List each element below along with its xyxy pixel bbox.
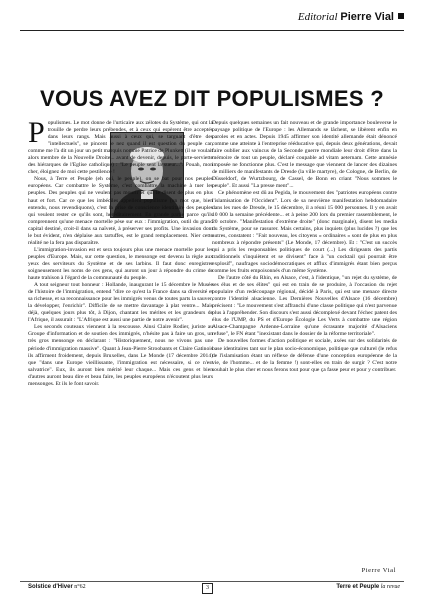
paragraph: De l'autre côté du Rhin, en Alsace, c'est, à l'identique, "un rejet du système, de ses élus et de ses élites" qui est en train de se produire, à l'occasion du rejet populaire d'un redécoupage régional, décidé à Paris, qui est une menace directe contre l'identité alsacienne. Les Dernières Nouvelles d'Alsace (16 décembre) précisent : "Le mouvement s'est affranchi d'une classe politique qui n'est parvenue plus à l'appréhender. Son discours s'est aussi décomplexé devant l'échec patent des élus de l'UMP, du PS et d'Europe Écologie Les Verts à combattre une région Alsace-Champagne Ardenne-Lorraine qu'une écrasante majorité d'Alsaciens refuse", le FN étant "inexistant dans le dossier de la réforme territoriale". bbox=[212, 275, 397, 338]
footer-publication bbox=[336, 584, 400, 590]
header-byline bbox=[298, 11, 404, 23]
signature: Pierre Vial bbox=[361, 567, 396, 574]
paragraph: Depuis quelques semaines un fait nouveau et de grande importance bouleverse le paysage politique de l'Europe : les Allemands se lâchent, se libèrent enfin en paroles et en actes. Depuis 1945 affirmer son identité allemande était dénoncé comme une atteinte à l'entreprise rééducative qui, depuis deux générations, devait faire oublier aux vaincus de la Seconde guerre mondiale leur droit d'être dans la mémoire de tout un peuple, déclaré coupable ad vitam aeternam. Cette amnésie imposée ne fonctionne plus. C'est le message que viennent de lancer des dizaines de milliers de manifestants de Dresde (la ville martyre), de Cologne, de Berlin, de Düsseldorf, de Wurtzbourg, de Cassel, de Bonn en criant "Nous sommes le peuple". Et aussi "La presse ment"... bbox=[212, 120, 397, 190]
paragraph: Ce phénomène est dû au Pegida, le mouvement des "patriotes européens contre l'islamisation de l'Occident". Lors de sa neuvième manifestation hebdomadaire dans les rues de Dresde, le 15 décembre, il a réuni 15 000 personnes. Il y en avait 10 000 la semaine précédente... et à peine 200 lors du premier rassemblement, le 20 octobre. "Manifestation d'extrême droite" (donc marginale), disent les media du Système, pour se rassurer. Mais certains, plus inquiets (plus lucides ?) que les autres, constatent : "Fait nouveau, les citoyens « ordinaires » sont de plus en plus nombreux à répondre présents" (Le Monde, 17 décembre). Et : "C'est un succès qui a pris les responsables politiques de court (...) Les dirigeants des partis traditionnels s'inquiètent et se divisent" face à "un cocktail qui pourrait être explosif", naufrages sociodémocratiques et afflux d'immigrés étant bien perçus comme les fruits empoisonnés d'un même Système. bbox=[212, 190, 397, 274]
issue-number: n°62 bbox=[74, 584, 86, 590]
author-name: Pierre Vial bbox=[340, 11, 394, 23]
paragraph: Les seconds couteaux viennent à la rescousse. Ainsi Claire Rodier, juriste au Groupe d'information et de soutien des immigrés, n'hésite pas à faire un gros, un très gros mensonge en déclarant : "Historiquement, nous ne vivons pas une période d'immigration massive". Quant à Jean-Pierre Stroobants et Claire Gatinois ils affirment froidement, depuis Bruxelles, dans Le Monde (17 décembre 2014) que "dans une Europe vieillissante, l'immigration est nécessaire, si ce n'est salvatrice". Eux, ils auront bien mérité leur chaque... Mais ces gens et bien d'autres auront beau dire et beau faire, les peuples européens n'écoutent plus leurs mensonges. Et ils le font savoir. bbox=[28, 324, 213, 387]
article-title: VOUS AVEZ DIT POPULISMES ? bbox=[40, 86, 384, 111]
right-column bbox=[212, 120, 397, 374]
left-column bbox=[28, 116, 213, 388]
footer-issue bbox=[28, 584, 86, 590]
drop-cap: P bbox=[28, 116, 45, 149]
paragraph: A tout seigneur tout honneur : Hollande, inaugurant le 15 décembre le Musée de l'histoire de l'immigration, entend "dire ce qu'est la France dans sa diversité et sa richesse, et sa reconnaissance pour les immigrés venus de toutes parts la sauver, la développer, l'enrichir". Difficile de se mettre davantage à plat ventre... Mais déjà, quelques jours plus tôt, à Dijon, chantant les mérites et les grandeurs de l'Afrique, il assurait : "L'Afrique est aussi une partie de notre avenir". bbox=[28, 282, 213, 324]
page-footer bbox=[20, 581, 404, 596]
page-header bbox=[20, 8, 404, 31]
paragraph: De nouvelles formes d'action politique et sociale, axées sur des solidarités de base identitaires tant sur le plan socio-économique, politique que culturel (le refus de l'islamisation étant un réflexe de défense d'une conception européenne de la vie, de l'homme... et de la femme !) sont-elles en train de surgir ? C'est notre souhait le plus cher et nous ferons tout pour que ça fasse peur et pour y contribuer. bbox=[212, 338, 397, 373]
publication-name: Terre et Peuple bbox=[336, 584, 380, 590]
paragraph: L'immigration-invasion est et sera toujours plus une menace mortelle pour les peuples d'Europe. Mais, sur cette question, le mensonge est devenu la règle aux yeux des serviteurs du Système et de ses larbins. Il faut donc enregistrer soigneusement les noms de ces gens, qui auront un jour à répondre du crime de haute trahison à l'égard de la communauté du peuple. bbox=[28, 246, 213, 282]
paragraph-text: opulismes. Le mot donne de l'urticaire aux zélotes du Système, qui ont la trouille de perdre leurs prébendes, et à ceux qui espèrent être acceptés dans leurs rangs. Mais aussi à ceux qui, se targuant d'être des "intellectuels", se pincent le nez quand il est question du peuple car, comme me l'a dit un jour un petit marquis nommé Patrice de Plunkett (il se voulait alors membre de la Nouvelle Droite... avant de devenir, depuis, le porte-serviette des hiérarques de l'Eglise catholique) : "Le peuple sent la sueur...". Pouah, mon cher, éloignez de moi cette pestilence ! bbox=[28, 120, 213, 176]
square-bullet-icon bbox=[398, 13, 404, 19]
paragraph bbox=[28, 116, 213, 176]
publication-suffix: la revue bbox=[380, 584, 400, 590]
paragraph: Nous, à Terre et Peuple (eh oui, le peuple), on se bat pour nos peuples européens. Car combattre le Système, c'est combattre la machine à tuer les peuples. Des peuples qui ne veulent pas mourir et qui le disent de plus en plus haut et fort. Car ce que les imbéciles appellent populisme (un mot que, bien entendu, nous revendiquons), c'est la prise de conscience identitaire des peuples qui veulent rester ce qu'ils sont, héréditairement. En grande partie parce qu'ils comprennent qu'une menace mortelle pèse sur eux : l'immigration, outil du grand capital destiné, croit-il dans sa naïveté, à préserver ses profits. Une invasion dont le but évident, n'en déplaise aux tartuffes, est le grand remplacement. Nier cette réalité ne la fera pas disparaître. bbox=[28, 176, 213, 246]
section-label: Editorial bbox=[297, 11, 338, 23]
journal-title: Solstice d'Hiver bbox=[28, 584, 73, 590]
page-number: 3 bbox=[202, 583, 213, 594]
